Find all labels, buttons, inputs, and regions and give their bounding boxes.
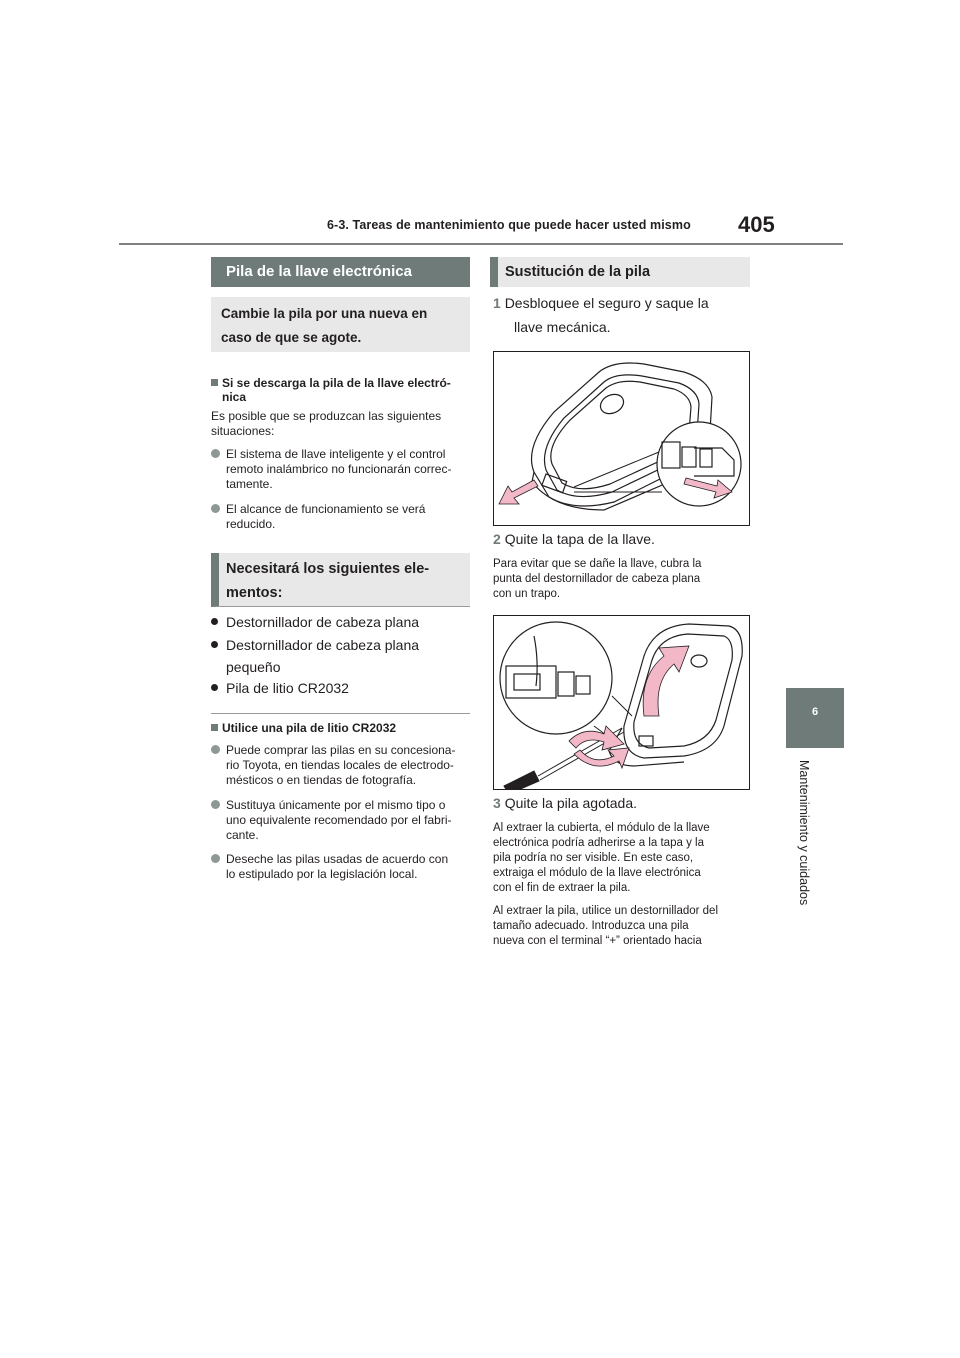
header-rule — [119, 243, 843, 245]
bullet-item — [211, 743, 476, 788]
tool-line: pequeño — [226, 659, 281, 675]
subheading-battery-low — [211, 376, 476, 404]
step-text: Desbloquee el seguro y saque la — [504, 295, 709, 311]
chapter-tab: 6 — [786, 688, 844, 748]
bullet-item — [211, 502, 476, 532]
dot-bullet-icon — [211, 641, 218, 648]
step-number: 2 — [493, 531, 501, 547]
bullet-line: Deseche las pilas usadas de acuerdo con — [226, 852, 449, 866]
note-line: tamaño adecuado. Introduzca una pila — [493, 920, 689, 932]
chapter-side-label — [797, 760, 817, 920]
step-1 — [493, 291, 753, 339]
note-line: punta del destornillador de cabeza plana — [493, 573, 701, 585]
square-bullet-icon — [211, 379, 218, 386]
intro-box — [211, 297, 470, 352]
subheading-text: Utilice una pila de litio CR2032 — [222, 721, 397, 735]
figure-remove-cover — [493, 615, 750, 790]
dot-bullet-icon — [211, 684, 218, 691]
step-number: 3 — [493, 795, 501, 811]
tool-line: Destornillador de cabeza plana — [226, 637, 420, 653]
tool-item — [211, 677, 491, 699]
paragraph-situations — [211, 409, 476, 439]
bullet-item — [211, 447, 476, 492]
key-fob-illustration — [494, 352, 749, 525]
tool-line: Pila de litio CR2032 — [226, 680, 349, 696]
intro-line: Cambie la pila por una nueva en — [221, 306, 428, 321]
bullet-line: El alcance de funcionamiento se verá — [226, 502, 426, 516]
dot-bullet-icon — [211, 618, 218, 625]
note-line: extraiga el módulo de la llave electrónica — [493, 867, 701, 879]
square-bullet-icon — [211, 724, 218, 731]
note-line: Al extraer la pila, utilice un destornillador del — [493, 905, 719, 917]
step-3 — [493, 791, 753, 815]
cover-removal-illustration — [494, 616, 749, 789]
step-3-note-1 — [493, 821, 755, 896]
note-line: pila podría no ser visible. En este caso, — [493, 852, 694, 864]
tool-line: Destornillador de cabeza plana — [226, 614, 420, 630]
note-line: con el fin de extraer la pila. — [493, 882, 631, 894]
note-line: nueva con el terminal “+” orientado hacia — [493, 935, 702, 947]
note-line: Para evitar que se dañe la llave, cubra la — [493, 558, 702, 570]
note-line: Al extraer la cubierta, el módulo de la llave — [493, 822, 710, 834]
tool-item — [211, 634, 491, 678]
chapter-side-label-text: Mantenimiento y cuidados — [797, 760, 811, 906]
section-title-battery: Pila de la llave electrónica — [211, 257, 470, 287]
bullet-line: cante. — [226, 828, 259, 842]
figure-remove-mechanical-key — [493, 351, 750, 526]
bullet-line: uno equivalente recomendado por el fabri- — [226, 813, 452, 827]
bullet-line: remoto inalámbrico no funcionarán correc- — [226, 462, 452, 476]
step-2 — [493, 527, 753, 551]
bullet-item — [211, 798, 476, 843]
step-3-note-2 — [493, 904, 755, 949]
tool-item — [211, 611, 491, 633]
step-text: Quite la tapa de la llave. — [504, 531, 655, 547]
step-2-note — [493, 557, 753, 602]
para-line: situaciones: — [211, 424, 275, 438]
bullet-line: Puede comprar las pilas en su concesiona- — [226, 743, 456, 757]
divider — [211, 713, 470, 714]
chapter-title: 6-3. Tareas de mantenimiento que puede hacer usted mismo — [327, 218, 691, 232]
step-number: 1 — [493, 295, 501, 311]
note-line: con un trapo. — [493, 588, 561, 600]
section-title-replacement: Sustitución de la pila — [490, 257, 750, 287]
bullet-line: tamente. — [226, 477, 273, 491]
bullet-line: El sistema de llave inteligente y el control — [226, 447, 446, 461]
intro-line: caso de que se agote. — [221, 330, 362, 345]
subheading-text: Si se descarga la pila de la llave electró- — [222, 376, 451, 390]
step-text: llave mecánica. — [514, 319, 611, 335]
step-text: Quite la pila agotada. — [504, 795, 638, 811]
section-title-needed — [211, 553, 470, 607]
section-title-line: Necesitará los siguientes ele- — [226, 561, 430, 577]
circle-bullet-icon — [211, 745, 220, 754]
bullet-line: Sustituya únicamente por el mismo tipo o — [226, 798, 446, 812]
subheading-text: nica — [222, 390, 247, 404]
circle-bullet-icon — [211, 854, 220, 863]
para-line: Es posible que se produzcan las siguientes — [211, 409, 442, 423]
subheading-cr2032 — [211, 721, 476, 735]
bullet-line: rio Toyota, en tiendas locales de electrodo- — [226, 758, 454, 772]
circle-bullet-icon — [211, 800, 220, 809]
circle-bullet-icon — [211, 449, 220, 458]
note-line: electrónica podría adherirse a la tapa y la — [493, 837, 704, 849]
bullet-line: reducido. — [226, 517, 276, 531]
page-number: 405 — [738, 212, 775, 237]
circle-bullet-icon — [211, 504, 220, 513]
bullet-line: mésticos o en tiendas de fotografía. — [226, 773, 417, 787]
section-title-line: mentos: — [226, 585, 283, 601]
bullet-item — [211, 852, 476, 882]
bullet-line: lo estipulado por la legislación local. — [226, 867, 418, 881]
